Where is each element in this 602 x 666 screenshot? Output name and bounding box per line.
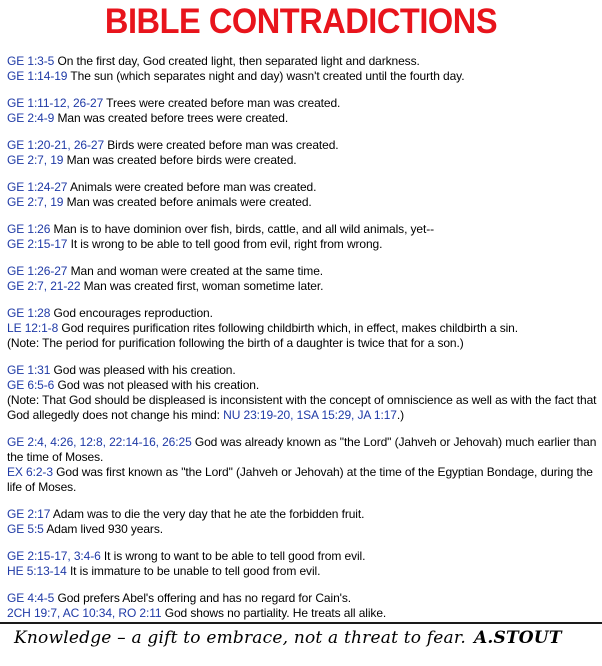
- verse-reference: GE 5:5: [7, 522, 44, 536]
- verse-line: [7, 237, 599, 252]
- verse-reference: HE 5:13-14: [7, 564, 67, 578]
- verse-text: Trees were created before man was created.: [103, 96, 341, 110]
- verse-line: [7, 111, 599, 126]
- verse-line: [7, 507, 599, 522]
- verse-text: Adam was to die the very day that he ate the forbidden fruit.: [50, 507, 365, 521]
- contradiction-entry: [7, 222, 599, 252]
- verse-line: [7, 435, 599, 465]
- note-text: (Note: That God should be displeased is inconsistent with the concept of omniscience as well as with the fact that God allegedly does not change his mind:: [7, 393, 597, 422]
- verse-text: God was first known as "the Lord" (Jahveh or Jehovah) at the time of the Egyptian Bondage, during the life of Moses.: [7, 465, 593, 494]
- verse-text: God was not pleased with his creation.: [54, 378, 260, 392]
- verse-text: Adam lived 930 years.: [43, 522, 163, 536]
- verse-line: [7, 69, 599, 84]
- verse-text: Birds were created before man was created.: [104, 138, 339, 152]
- verse-line: [7, 222, 599, 237]
- verse-reference: GE 2:17: [7, 507, 51, 521]
- verse-reference: GE 2:7, 19: [7, 195, 64, 209]
- note-line: [7, 393, 599, 423]
- verse-text: Animals were created before man was created.: [67, 180, 317, 194]
- verse-line: [7, 138, 599, 153]
- verse-reference: 2CH 19:7, AC 10:34, RO 2:11: [7, 606, 162, 620]
- verse-reference: GE 1:31: [7, 363, 51, 377]
- verse-line: [7, 378, 599, 393]
- verse-reference: GE 2:7, 19: [7, 153, 64, 167]
- contradiction-entry: [7, 591, 599, 621]
- verse-reference: GE 6:5-6: [7, 378, 55, 392]
- verse-reference: GE 1:14-19: [7, 69, 68, 83]
- verse-text: Man was created before animals were created.: [63, 195, 312, 209]
- contradiction-entry: [7, 54, 599, 84]
- verse-line: [7, 96, 599, 111]
- verse-line: [7, 564, 599, 579]
- verse-line: [7, 465, 599, 495]
- verse-reference: GE 1:3-5: [7, 54, 55, 68]
- verse-reference: GE 2:4-9: [7, 111, 55, 125]
- verse-line: [7, 306, 599, 321]
- contradiction-entry: [7, 306, 599, 351]
- verse-line: [7, 153, 599, 168]
- verse-reference: GE 1:26-27: [7, 264, 68, 278]
- quote-text: Knowledge – a gift to embrace, not a threat to fear.: [14, 628, 466, 648]
- verse-reference: GE 1:28: [7, 306, 51, 320]
- verse-text: The sun (which separates night and day) wasn't created until the fourth day.: [67, 69, 465, 83]
- verse-line: [7, 321, 599, 336]
- verse-reference: LE 12:1-8: [7, 321, 59, 335]
- footer-quote: [14, 626, 594, 650]
- page-title: BIBLE CONTRADICTIONS: [104, 2, 498, 41]
- verse-reference: GE 2:4, 4:26, 12:8, 22:14-16, 26:25: [7, 435, 192, 449]
- note-references: NU 23:19-20, 1SA 15:29, JA 1:17: [223, 408, 397, 422]
- contradictions-list: [7, 54, 599, 633]
- verse-reference: GE 4:4-5: [7, 591, 55, 605]
- verse-line: [7, 279, 599, 294]
- contradiction-entry: [7, 507, 599, 537]
- verse-line: [7, 606, 599, 621]
- verse-reference: GE 1:26: [7, 222, 51, 236]
- verse-text: God shows no partiality. He treats all alike.: [161, 606, 387, 620]
- verse-reference: EX 6:2-3: [7, 465, 53, 479]
- footer-divider: [0, 622, 602, 624]
- verse-reference: GE 2:15-17, 3:4-6: [7, 549, 101, 563]
- note-text: (Note: The period for purification following the birth of a daughter is twice that for a son.): [7, 336, 464, 350]
- verse-text: It is wrong to be able to tell good from evil, right from wrong.: [67, 237, 383, 251]
- verse-text: Man is to have dominion over fish, birds, cattle, and all wild animals, yet--: [50, 222, 435, 236]
- contradiction-entry: [7, 549, 599, 579]
- verse-line: [7, 363, 599, 378]
- author-signature: A.STOUT: [473, 628, 562, 648]
- verse-line: [7, 180, 599, 195]
- contradiction-entry: [7, 96, 599, 126]
- verse-text: Man and woman were created at the same time.: [67, 264, 324, 278]
- verse-text: God encourages reproduction.: [50, 306, 213, 320]
- verse-text: God prefers Abel's offering and has no regard for Cain's.: [54, 591, 351, 605]
- verse-reference: GE 2:7, 21-22: [7, 279, 81, 293]
- contradiction-entry: [7, 264, 599, 294]
- verse-reference: GE 1:11-12, 26-27: [7, 96, 104, 110]
- verse-line: [7, 54, 599, 69]
- verse-line: [7, 264, 599, 279]
- verse-text: It is wrong to want to be able to tell good from evil.: [100, 549, 366, 563]
- verse-line: [7, 195, 599, 210]
- verse-text: God was already known as "the Lord" (Jahveh or Jehovah) much earlier than the time of Moses.: [7, 435, 597, 464]
- verse-text: Man was created before trees were created.: [54, 111, 289, 125]
- contradiction-entry: [7, 363, 599, 423]
- contradiction-entry: [7, 435, 599, 495]
- verse-line: [7, 591, 599, 606]
- verse-text: It is immature to be unable to tell good from evil.: [66, 564, 321, 578]
- contradiction-entry: [7, 180, 599, 210]
- verse-reference: GE 1:24-27: [7, 180, 68, 194]
- note-end: .): [396, 408, 404, 422]
- note-line: [7, 336, 599, 351]
- verse-line: [7, 549, 599, 564]
- verse-text: God was pleased with his creation.: [50, 363, 236, 377]
- verse-text: On the first day, God created light, then separated light and darkness.: [54, 54, 420, 68]
- verse-text: Man was created first, woman sometime later.: [80, 279, 324, 293]
- verse-text: God requires purification rites following childbirth which, in effect, makes childbirth a sin.: [58, 321, 518, 335]
- verse-reference: GE 1:20-21, 26-27: [7, 138, 105, 152]
- verse-reference: GE 2:15-17: [7, 237, 68, 251]
- contradiction-entry: [7, 138, 599, 168]
- verse-line: [7, 522, 599, 537]
- verse-text: Man was created before birds were created.: [63, 153, 297, 167]
